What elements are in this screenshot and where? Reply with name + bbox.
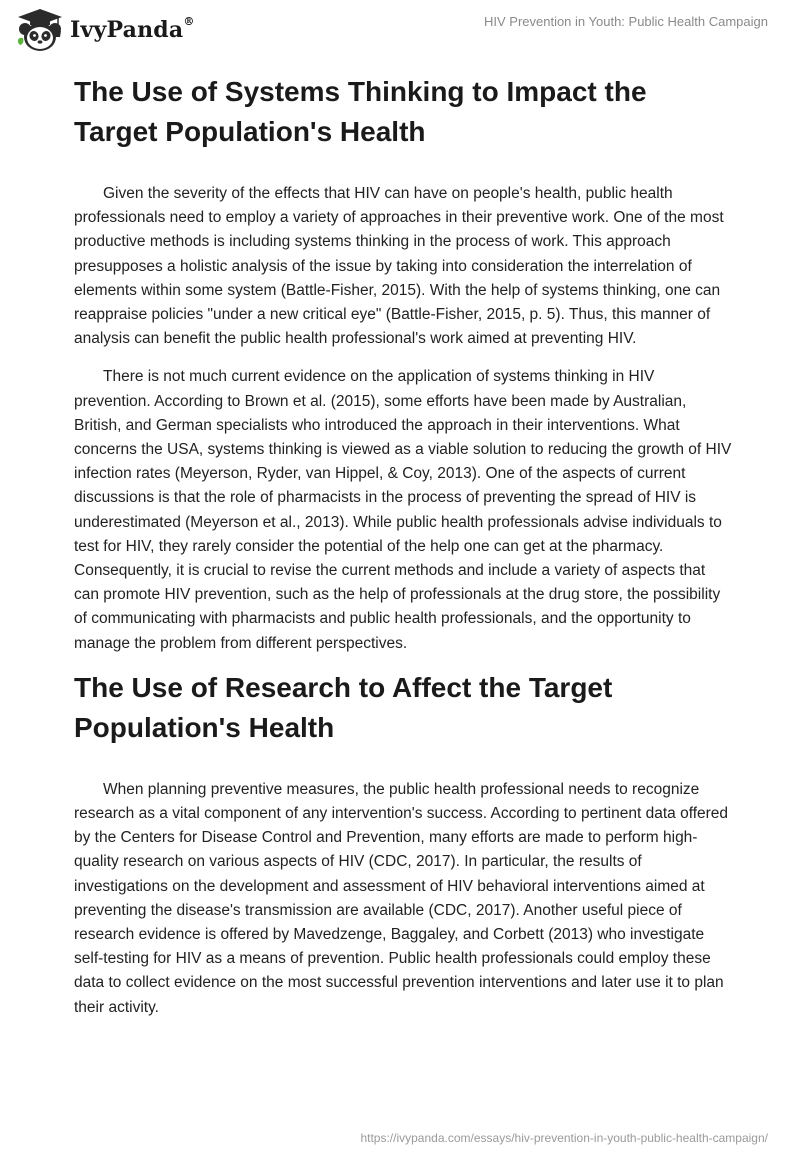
logo-wordmark: IvyPanda® <box>70 15 195 43</box>
document-title: HIV Prevention in Youth: Public Health Campaign <box>483 14 768 29</box>
panda-graduate-icon <box>14 7 66 53</box>
paragraph: Given the severity of the effects that HIV can have on people's health, public health professionals need to employ a variety of approaches in their preventive work. One of the most productive methods is including systems thinking in the process of work. This approach presupposes a holistic analysis of the issue by taking into consideration the interrelation of elements within some system (Battle-Fisher, 2015). With the help of systems thinking, one can reappraise policies "under a new critical eye" (Battle-Fisher, 2015, p. 5). Thus, this manner of analysis can benefit the public health professional's work aimed at preventing HIV. <box>74 185 724 348</box>
section-heading: The Use of Systems Thinking to Impact the Target Population's Health <box>74 76 647 147</box>
paragraph: When planning preventive measures, the public health professional needs to recognize research as a vital component of any intervention's success. According to pertinent data offered by the Centers for Disease Control and Prevention, many efforts are made to perform high-quality research on various aspects of HIV (CDC, 2017). In particular, the results of investigations on the development and assessment of HIV behavioral interventions aimed at preventing the disease's transmission are available (CDC, 2017). Another useful piece of research evidence is offered by Mavedzenge, Baggaley, and Corbett (2013) who investigate self-testing for HIV as a means of prevention. Public health professionals could employ these data to collect evidence on the most successful prevention interventions and later use it to plan their activity. <box>74 780 729 1016</box>
essay-body <box>74 72 734 1020</box>
page-header <box>0 0 800 62</box>
section-heading: The Use of Research to Affect the Target Population's Health <box>74 671 613 743</box>
ivypanda-logo[interactable] <box>14 7 195 53</box>
source-url[interactable]: https://ivypanda.com/essays/hiv-prevention-in-youth-public-health-campaign/ <box>360 1131 768 1145</box>
paragraph: There is not much current evidence on the application of systems thinking in HIV prevention. According to Brown et al. (2015), some efforts have been made by Australian, British, and German specialists who introduced the approach in their interventions. What concerns the USA, systems thinking is viewed as a viable solution to reducing the growth of HIV infection rates (Meyerson, Ryder, van Hippel, & Coy, 2013). One of the aspects of current discussions is that the role of pharmacists in the process of preventing the spread of HIV is underestimated (Meyerson et al., 2013). While public health professionals advise individuals to test for HIV, they rarely consider the potential of the help one can get at the pharmacy. Consequently, it is crucial to revise the current methods and include a variety of aspects that can promote HIV prevention, such as the help of professionals at the drug store, the possibility of communicating with pharmacists and public health professionals, and the opportunity to manage the problem from different perspectives. <box>74 368 732 652</box>
